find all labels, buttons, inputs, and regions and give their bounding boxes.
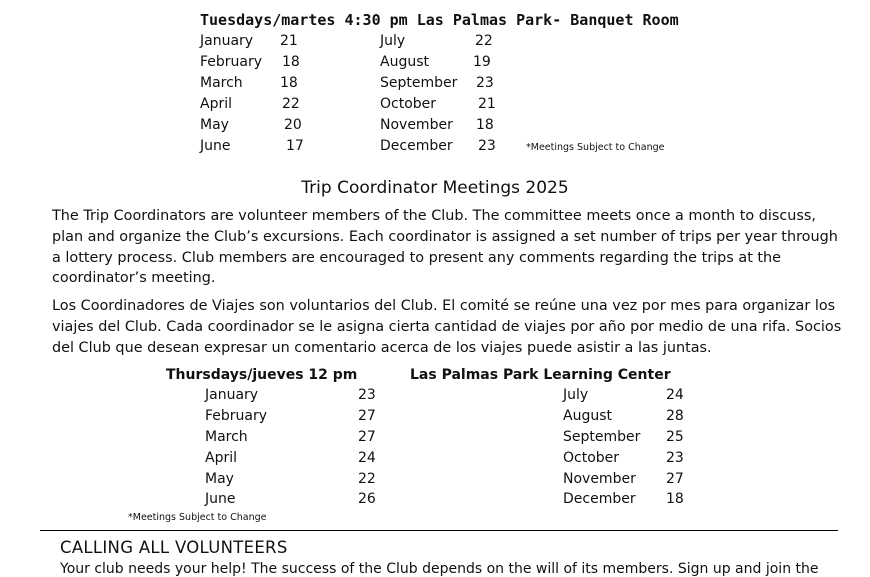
schedule-month: January: [205, 387, 259, 403]
schedule-day: 22: [282, 96, 300, 112]
schedule-month: June: [200, 138, 231, 154]
section-title: Trip Coordinator Meetings 2025: [301, 178, 569, 198]
schedule-month: February: [200, 54, 263, 70]
schedule-day: 27: [358, 408, 376, 424]
schedule-day: 18: [280, 75, 298, 91]
schedule-month: March: [205, 429, 248, 445]
schedule-day: 23: [478, 138, 496, 154]
schedule-day: 26: [358, 491, 376, 507]
schedule-day: 24: [666, 387, 684, 403]
section-divider: [40, 530, 838, 531]
schedule-month: March: [200, 75, 243, 91]
schedule-month: July: [563, 387, 589, 403]
schedule-day: 23: [476, 75, 494, 91]
schedule-month: April: [205, 450, 237, 466]
schedule-note: *Meetings Subject to Change: [128, 512, 267, 523]
schedule-day: 23: [358, 387, 376, 403]
schedule-day: 28: [666, 408, 684, 424]
schedule-month: April: [200, 96, 232, 112]
schedule-month: October: [380, 96, 437, 112]
volunteers-text: Your club needs your help! The success of the Club depends on the will of its members. Sign up and join the: [60, 561, 819, 577]
schedule-month: August: [563, 408, 612, 424]
schedule-month: August: [380, 54, 429, 70]
schedule-day: 25: [666, 429, 684, 445]
schedule-day: 23: [666, 450, 684, 466]
schedule-day: 21: [280, 33, 298, 49]
schedule-month: December: [380, 138, 453, 154]
schedule-month: June: [205, 491, 236, 507]
paragraph-english: The Trip Coordinators are volunteer members of the Club. The committee meets once a month to discuss, plan and organize the Club’s excursions. Each coordinator is assigned a set number of trips per year through a lottery process. Club members are encouraged to present any comments regarding the trips at the coordinator’s meeting.: [52, 208, 838, 287]
schedule-day: 24: [358, 450, 376, 466]
schedule-day: 22: [358, 471, 376, 487]
schedule-day: 22: [475, 33, 493, 49]
schedule-month: July: [380, 33, 406, 49]
schedule-day: 17: [286, 138, 304, 154]
schedule-day: 18: [476, 117, 494, 133]
schedule-day: 21: [478, 96, 496, 112]
schedule-month: May: [205, 471, 234, 487]
trip-location-header: Las Palmas Park Learning Center: [410, 367, 671, 383]
schedule-month: May: [200, 117, 229, 133]
club-meetings-header: Tuesdays/martes 4:30 pm Las Palmas Park- Banquet Room: [200, 11, 679, 29]
schedule-day: 27: [358, 429, 376, 445]
trip-time-header: Thursdays/jueves 12 pm: [166, 367, 358, 383]
schedule-month: September: [563, 429, 641, 445]
schedule-month: November: [380, 117, 453, 133]
schedule-month: December: [563, 491, 636, 507]
schedule-day: 18: [666, 491, 684, 507]
schedule-month: September: [380, 75, 458, 91]
schedule-month: October: [563, 450, 620, 466]
paragraph-spanish: Los Coordinadores de Viajes son voluntarios del Club. El comité se reúne una vez por mes para organizar los viajes del Club. Cada coordinador se le asigna cierta cantidad de viajes por año por medio de una rifa. Socios del Club que desean expresar un comentario acerca de los viajes puede asistir a las juntas.: [52, 298, 842, 356]
schedule-month: January: [200, 33, 254, 49]
schedule-day: 27: [666, 471, 684, 487]
schedule-note: *Meetings Subject to Change: [526, 142, 665, 153]
schedule-day: 19: [473, 54, 491, 70]
schedule-month: February: [205, 408, 268, 424]
schedule-day: 18: [282, 54, 300, 70]
schedule-day: 20: [284, 117, 302, 133]
schedule-month: November: [563, 471, 636, 487]
volunteers-title: CALLING ALL VOLUNTEERS: [60, 538, 288, 557]
